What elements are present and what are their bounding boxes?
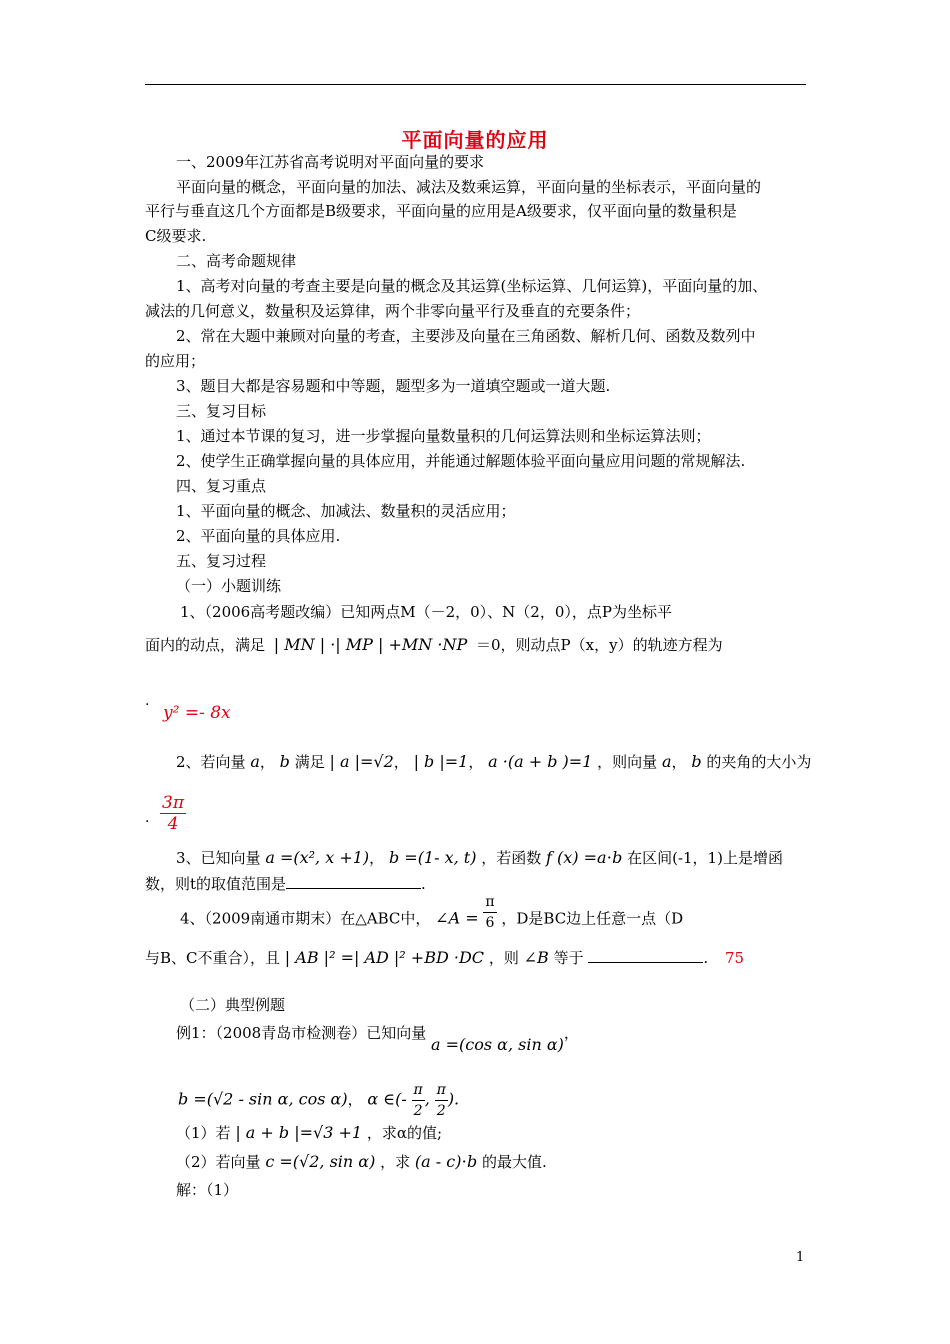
answer-blank[interactable]	[588, 948, 703, 963]
question-text: ，若函数	[481, 849, 542, 867]
math-expression: a =(x², x +1)	[265, 848, 370, 867]
section-heading: 三、复习目标	[176, 402, 267, 420]
math-expression: b =(1- x, t)	[388, 848, 477, 867]
math-expression: (a - c)⋅b	[414, 1152, 478, 1171]
question-text: 的夹角的大小为	[706, 753, 812, 771]
math-expression: ∠B	[523, 948, 549, 967]
answer-2	[160, 793, 186, 834]
math-var: a	[250, 752, 260, 771]
math-expression: | AB |² =| AD |² +BD ·DC	[284, 948, 485, 967]
example-part-1	[176, 1123, 841, 1143]
answer-blank[interactable]	[286, 874, 421, 889]
math-expression: | a + b |=√3 +1	[235, 1123, 363, 1142]
math-expression: | b |=1	[413, 752, 469, 771]
section-heading: 二、高考命题规律	[176, 252, 297, 270]
paragraph-line: 1、通过本节课的复习，进一步掌握向量数量积的几何运算法则和坐标运算法则；	[176, 427, 711, 445]
example-1-line: 例1：（2008青岛市检测卷）已知向量 a =(cos α, sin α)，	[176, 1024, 579, 1054]
question-3-line: 数，则t的取值范围是 .	[145, 875, 426, 893]
paragraph-line: 平行与垂直这几个方面都是B级要求，平面向量的应用是A级要求，仅平面向量的数量积是	[145, 202, 737, 220]
question-text: 满足	[294, 753, 325, 771]
math-expression: a ·(a + b )=1	[488, 752, 593, 771]
example-text: 的最大值.	[481, 1153, 547, 1171]
fraction: $\frac{\pi}{6}$	[485, 894, 495, 931]
question-1-line: 1、（2006高考题改编）已知两点M（－2，0）、N（2，0），点P为坐标平	[180, 603, 672, 621]
fraction: $\frac{\pi}{2}$	[413, 1082, 423, 1119]
answer-denominator: 4	[167, 814, 179, 834]
section-heading: 四、复习重点	[176, 477, 267, 495]
solution-start: 解：（1）	[176, 1181, 239, 1199]
header-rule	[145, 84, 806, 85]
paragraph-line: 的应用；	[145, 352, 206, 370]
subsection-heading: （二）典型例题	[180, 996, 286, 1014]
paragraph-line: 1、高考对向量的考查主要是向量的概念及其运算(坐标运算、几何运算)，平面向量的加、	[176, 277, 768, 295]
paragraph-line: C级要求.	[145, 227, 207, 245]
question-4-line: 与B、C不重合），且 | AB |² =| AD |² +BD ·DC ，则 ∠B 等于 . 75	[145, 948, 745, 967]
question-3-line: 3、已知向量 a =(x², x +1)， b =(1- x, t) ，若函数 f (x) =a⋅b 在区间(-1，1)上是增函	[176, 848, 783, 867]
paragraph-line: 2、平面向量的具体应用.	[176, 527, 341, 545]
answer-numerator: 3π	[162, 793, 184, 813]
section-heading: 一、2009年江苏省高考说明对平面向量的要求	[176, 153, 485, 171]
question-text: 数，则t的取值范围是	[145, 875, 287, 893]
paragraph-line: 减法的几何意义，数量积及运算律，两个非零向量平行及垂直的充要条件；	[145, 302, 641, 320]
section-heading: 五、复习过程	[176, 552, 267, 570]
example-text: ，求α的值;	[366, 1124, 443, 1142]
subsection-heading: （一）小题训练	[176, 577, 282, 595]
question-text: 3、已知向量	[176, 849, 261, 867]
question-text: ，则	[488, 949, 519, 967]
example-text: （2）若向量	[176, 1153, 261, 1171]
example-text: （1）若	[176, 1124, 231, 1142]
question-4-line	[180, 894, 845, 933]
paragraph-line: 1、平面向量的概念、加减法、数量积的灵活应用；	[176, 502, 516, 520]
paragraph-line: 平面向量的概念，平面向量的加法、减法及数乘运算，平面向量的坐标表示，平面向量的	[176, 178, 762, 196]
example-text: 例1：（2008青岛市检测卷）已知向量	[176, 1024, 427, 1042]
question-text: 与B、C不重合），且	[145, 949, 281, 967]
math-expression: | MN | ·| MP | +MN ·NP	[273, 635, 468, 654]
paragraph-line: 2、使学生正确掌握向量的具体应用，并能通过解题体验平面向量应用问题的常规解法.	[176, 452, 746, 470]
answer-4: 75	[724, 949, 745, 967]
question-text: 等于	[553, 949, 584, 967]
page-number: 1	[796, 1250, 805, 1265]
question-1-line	[145, 635, 810, 655]
math-expression: ∠A =	[435, 908, 479, 928]
math-expression: a =(cos α, sin α)	[431, 1035, 564, 1054]
page-title: 平面向量的应用	[401, 128, 549, 152]
question-text: ，D是BC边上任意一点（D	[501, 909, 684, 928]
question-text: ，则向量	[597, 753, 658, 771]
example-1-line: b =(√2 - sin α, cos α)， α ∈(- $\frac{\pi}{2}$ , $\frac{\pi}{2}$ ).	[178, 1082, 460, 1119]
math-expression: b =(√2 - sin α, cos α)	[178, 1089, 348, 1109]
question-text: 4、（2009南通市期末）在△ABC中，	[180, 909, 431, 928]
example-text: ，求	[380, 1153, 411, 1171]
paragraph-line: 2、常在大题中兼顾对向量的考查，主要涉及向量在三角函数、解析几何、函数及数列中	[176, 327, 756, 345]
question-text: 面内的动点，满足	[145, 636, 266, 654]
paragraph-line: 3、题目大都是容易题和中等题，题型多为一道填空题或一道大题.	[176, 377, 611, 395]
question-text: 2、若向量	[176, 753, 246, 771]
example-part-2	[176, 1152, 841, 1172]
math-expression: f (x) =a⋅b	[546, 848, 623, 867]
math-expression: α ∈(-	[367, 1089, 407, 1109]
question-2-line: 2、若向量 a， b 满足 | a |=√2， | b |=1， a ·(a + b )=1 ，则向量 a， b 的夹角的大小为	[176, 752, 812, 771]
math-expression: | a |=√2	[329, 752, 394, 771]
math-var: b	[279, 752, 290, 771]
separator: ，	[259, 753, 275, 771]
dot-marker: ·	[145, 697, 150, 713]
fraction: $\frac{\pi}{2}$	[436, 1082, 446, 1119]
question-text: 在区间(-1，1)上是增函	[627, 849, 783, 867]
math-expression: c =(√2, sin α)	[265, 1152, 376, 1171]
dot-marker: ·	[145, 814, 150, 830]
answer-1: y² =- 8x	[163, 703, 231, 723]
question-text: ＝0，则动点P（x，y）的轨迹方程为	[476, 636, 723, 654]
